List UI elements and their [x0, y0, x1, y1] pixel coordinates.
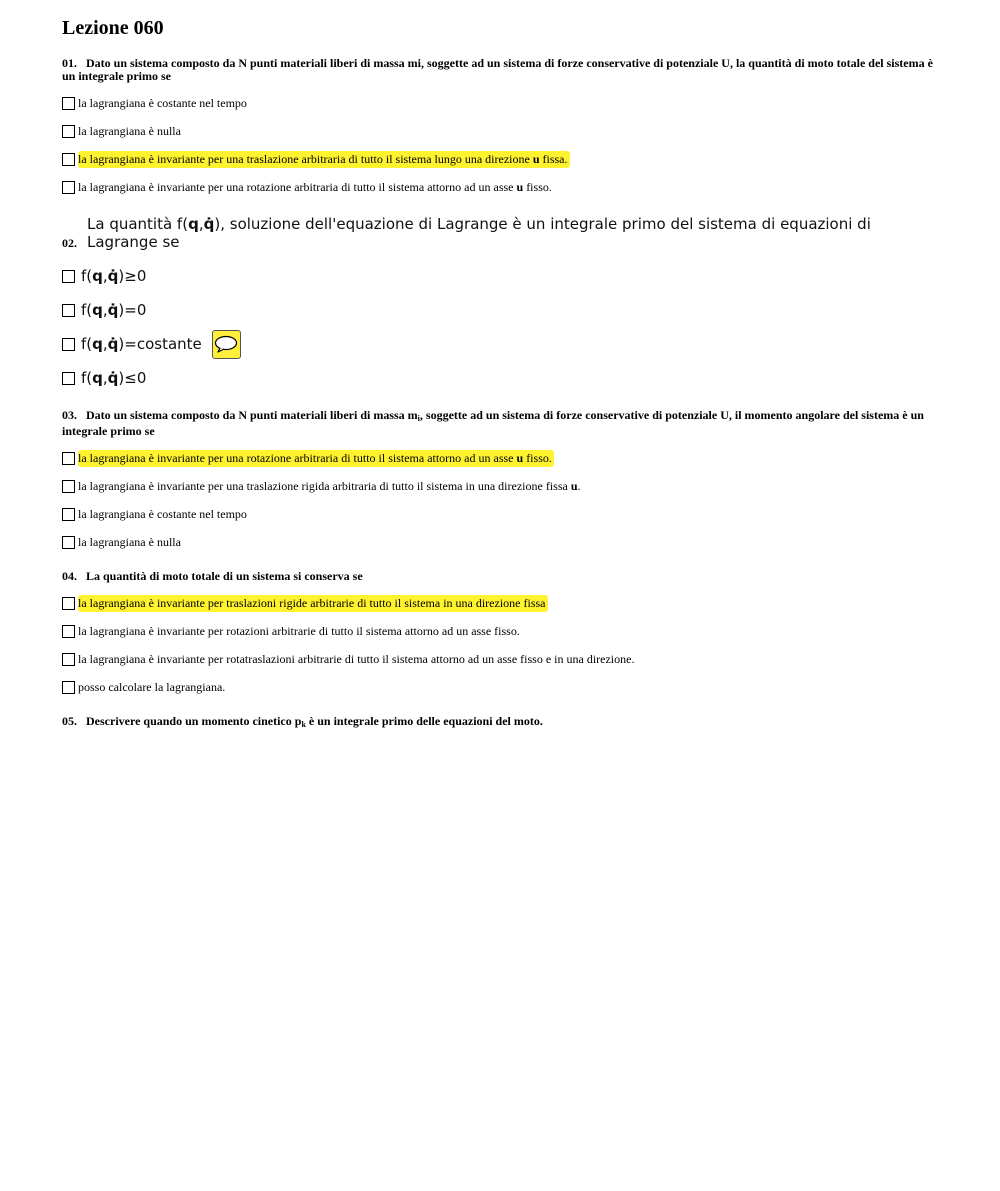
question-01 — [62, 57, 942, 195]
question-text — [62, 57, 942, 83]
question-number: 01. — [62, 56, 77, 70]
option-1[interactable] — [62, 95, 942, 111]
option-4[interactable] — [62, 534, 942, 550]
option-text: la lagrangiana è nulla — [78, 534, 181, 549]
option-3[interactable] — [62, 506, 942, 522]
option-text: la lagrangiana è invariante per rotatraslazioni arbitrarie di tutto il sistema attorno ad un asse fisso e in una direzione. — [78, 651, 635, 666]
option-text-highlighted: la lagrangiana è invariante per traslazioni rigide arbitrarie di tutto il sistema in una direzione fissa — [78, 595, 546, 610]
question-03 — [62, 409, 942, 550]
checkbox[interactable] — [62, 125, 75, 138]
option-4[interactable] — [62, 679, 942, 695]
checkbox[interactable] — [62, 304, 75, 317]
checkbox[interactable] — [62, 372, 75, 385]
option-1[interactable] — [62, 595, 942, 611]
option-2[interactable] — [62, 478, 942, 494]
checkbox[interactable] — [62, 653, 75, 666]
checkbox[interactable] — [62, 536, 75, 549]
option-text: f(q,q̇)=0 — [81, 301, 147, 319]
option-text: f(q,q̇)≥0 — [81, 267, 147, 285]
checkbox[interactable] — [62, 270, 75, 283]
option-1[interactable] — [62, 450, 942, 466]
document-page — [62, 16, 942, 743]
option-3[interactable] — [62, 151, 942, 167]
question-text — [62, 215, 942, 251]
option-1[interactable] — [62, 265, 942, 287]
option-4[interactable] — [62, 179, 942, 195]
checkbox[interactable] — [62, 181, 75, 194]
question-number: 04. — [62, 569, 77, 583]
option-4[interactable] — [62, 367, 942, 389]
question-05 — [62, 715, 942, 731]
checkbox[interactable] — [62, 508, 75, 521]
option-3[interactable] — [62, 651, 942, 667]
checkbox[interactable] — [62, 97, 75, 110]
checkbox[interactable] — [62, 153, 75, 166]
speech-bubble-icon[interactable] — [212, 330, 241, 359]
checkbox[interactable] — [62, 480, 75, 493]
question-text — [62, 715, 942, 731]
question-body: Descrivere quando un momento cinetico $p_k$ è un integrale primo delle equazioni del moto. — [86, 714, 543, 729]
option-text: f(q,q̇)≤0 — [81, 369, 147, 387]
question-text — [62, 409, 942, 438]
option-text-highlighted: la lagrangiana è invariante per una traslazione arbitraria di tutto il sistema lungo una direzione u fissa. — [78, 151, 568, 166]
checkbox[interactable] — [62, 338, 75, 351]
page-title: Lezione 060 — [62, 17, 164, 39]
option-2[interactable] — [62, 623, 942, 639]
option-text: la lagrangiana è costante nel tempo — [78, 95, 247, 110]
option-text: la lagrangiana è invariante per una traslazione rigida arbitraria di tutto il sistema in una direzione fissa u. — [78, 478, 581, 493]
option-text: posso calcolare la lagrangiana. — [78, 679, 226, 694]
question-body: Dato un sistema composto da N punti materiali liberi di massa $m_i$, soggette ad un sistema di forze conservative di potenziale U, il momento angolare del sistema è un integrale primo se — [62, 408, 924, 438]
checkbox[interactable] — [62, 625, 75, 638]
question-body: La quantità f(q,q̇), soluzione dell'equazione di Lagrange è un integrale primo del sistema di equazioni di Lagrange se — [87, 215, 871, 251]
option-text: la lagrangiana è nulla — [78, 123, 181, 138]
checkbox[interactable] — [62, 452, 75, 465]
option-text-highlighted: la lagrangiana è invariante per una rotazione arbitraria di tutto il sistema attorno ad un asse u fisso. — [78, 450, 552, 465]
option-text: la lagrangiana è invariante per rotazioni arbitrarie di tutto il sistema attorno ad un asse fisso. — [78, 623, 520, 638]
question-number: 03. — [62, 408, 77, 422]
question-number: 05. — [62, 714, 77, 728]
option-2[interactable] — [62, 123, 942, 139]
question-04 — [62, 570, 942, 695]
question-body: La quantità di moto totale di un sistema si conserva se — [86, 569, 363, 583]
option-text: la lagrangiana è invariante per una rotazione arbitraria di tutto il sistema attorno ad un asse u fisso. — [78, 179, 552, 194]
checkbox[interactable] — [62, 681, 75, 694]
checkbox[interactable] — [62, 597, 75, 610]
speech-bubble-glyph — [214, 335, 238, 353]
question-text — [62, 570, 942, 583]
question-02 — [62, 215, 942, 389]
option-text: f(q,q̇)=costante — [81, 335, 202, 353]
question-number: 02. — [62, 236, 77, 250]
option-2[interactable] — [62, 299, 942, 321]
option-text: la lagrangiana è costante nel tempo — [78, 506, 247, 521]
option-3[interactable] — [62, 333, 942, 355]
question-body: Dato un sistema composto da N punti materiali liberi di massa mi, soggette ad un sistema di forze conservative di potenziale U, la quantità di moto totale del sistema è un integrale primo se — [62, 56, 933, 83]
